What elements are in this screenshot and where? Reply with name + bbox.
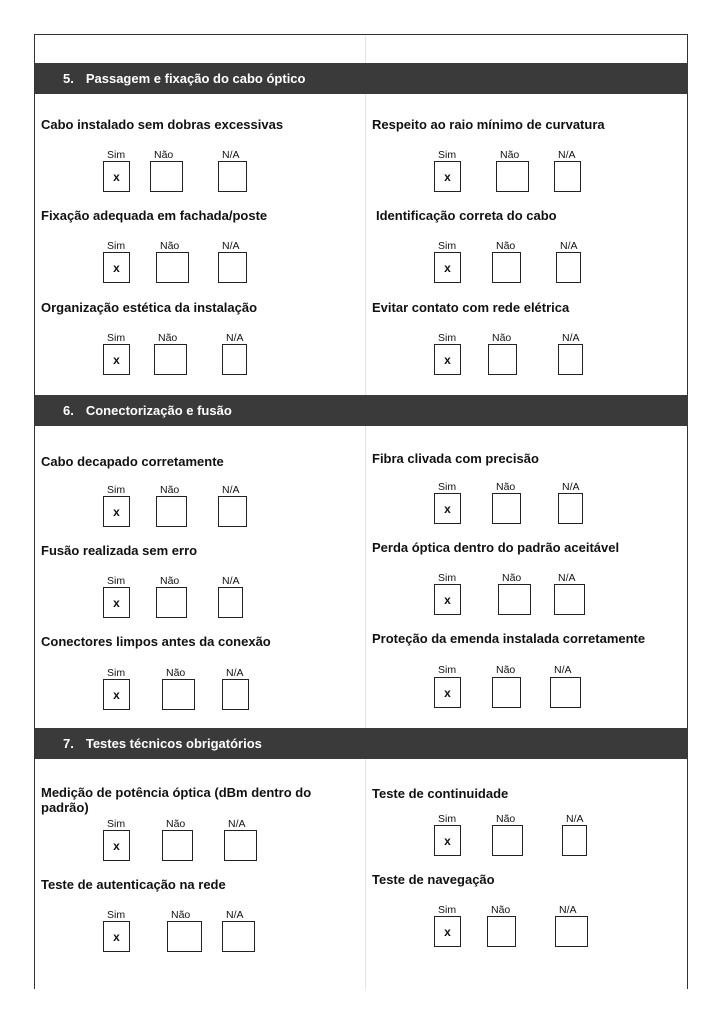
question-label: Evitar contato com rede elétrica — [372, 300, 570, 315]
checkbox-nao[interactable] — [488, 344, 517, 375]
option-label-sim: Sim — [107, 332, 126, 344]
question-label: Fixação adequada em fachada/poste — [41, 208, 268, 223]
checkbox-sim-checked[interactable]: x — [434, 584, 461, 615]
checkbox-na[interactable] — [218, 496, 247, 527]
option-label-nao: Não — [171, 909, 191, 921]
question-label: Teste de autenticação na rede — [41, 877, 226, 892]
section-header-7 — [35, 728, 688, 759]
section-number: 7. — [63, 736, 74, 751]
section-number: 6. — [63, 403, 74, 418]
option-label-na: N/A — [558, 572, 576, 584]
option-label-sim: Sim — [438, 572, 457, 584]
option-label-nao: Não — [158, 332, 178, 344]
option-label-na: N/A — [566, 813, 584, 825]
option-label-nao: Não — [492, 332, 512, 344]
option-label-nao: Não — [166, 818, 186, 830]
checkbox-na[interactable] — [554, 584, 585, 615]
checkbox-nao[interactable] — [156, 587, 187, 618]
option-label-nao: Não — [160, 575, 180, 587]
option-label-sim: Sim — [438, 904, 457, 916]
option-label-na: N/A — [558, 149, 576, 161]
question-label: Identificação correta do cabo — [376, 208, 557, 223]
option-label-na: N/A — [222, 240, 240, 252]
option-label-na: N/A — [228, 818, 246, 830]
checkbox-nao[interactable] — [492, 493, 521, 524]
option-label-sim: Sim — [107, 818, 126, 830]
option-label-sim: Sim — [438, 813, 457, 825]
checkbox-na[interactable] — [222, 921, 255, 952]
checkbox-sim-checked[interactable]: x — [103, 252, 130, 283]
checkbox-nao[interactable] — [162, 830, 193, 861]
checkbox-sim-checked[interactable]: x — [434, 825, 461, 856]
checkbox-nao[interactable] — [492, 677, 521, 708]
option-label-nao: Não — [500, 149, 520, 161]
column-divider — [365, 36, 366, 989]
checkbox-na[interactable] — [218, 252, 247, 283]
option-label-nao: Não — [496, 481, 516, 493]
option-label-nao: Não — [154, 149, 174, 161]
option-label-nao: Não — [166, 667, 186, 679]
question-label: Fusão realizada sem erro — [41, 543, 198, 558]
option-label-sim: Sim — [438, 149, 457, 161]
option-label-nao: Não — [496, 813, 516, 825]
option-label-nao: Não — [496, 664, 516, 676]
checkbox-sim-checked[interactable]: x — [103, 344, 130, 375]
question-label: Organização estética da instalação — [41, 300, 258, 315]
option-label-sim: Sim — [107, 575, 126, 587]
checkbox-nao[interactable] — [162, 679, 195, 710]
option-label-nao: Não — [491, 904, 511, 916]
option-label-nao: Não — [160, 240, 180, 252]
section-title: Testes técnicos obrigatórios — [85, 736, 262, 751]
question-label: Conectores limpos antes da conexão — [41, 634, 271, 649]
checkbox-na[interactable] — [562, 825, 587, 856]
option-label-na: N/A — [562, 481, 580, 493]
section-title: Passagem e fixação do cabo óptico — [85, 71, 306, 86]
checkbox-nao[interactable] — [487, 916, 516, 947]
option-label-na: N/A — [560, 240, 578, 252]
checkbox-sim-checked[interactable]: x — [434, 252, 461, 283]
option-label-nao: Não — [160, 484, 180, 496]
question-label: Cabo instalado sem dobras excessivas — [41, 117, 284, 132]
option-label-nao: Não — [496, 240, 516, 252]
checkbox-sim-checked[interactable]: x — [103, 161, 130, 192]
checkbox-na[interactable] — [224, 830, 257, 861]
option-label-na: N/A — [222, 484, 240, 496]
checkbox-nao[interactable] — [492, 825, 523, 856]
question-label: Medição de potência óptica (dBm dentro do padrão) — [41, 785, 312, 815]
question-label: Fibra clivada com precisão — [372, 451, 539, 466]
option-label-na: N/A — [222, 149, 240, 161]
option-label-na: N/A — [562, 332, 580, 344]
checkbox-nao[interactable] — [498, 584, 531, 615]
option-label-sim: Sim — [107, 484, 126, 496]
checkbox-sim-checked[interactable]: x — [434, 344, 461, 375]
question-label: Teste de navegação — [372, 872, 495, 887]
option-label-nao: Não — [502, 572, 522, 584]
checkbox-na[interactable] — [222, 679, 249, 710]
question-label: Teste de continuidade — [372, 786, 509, 801]
checkbox-na[interactable] — [558, 493, 583, 524]
checkbox-sim-checked[interactable]: x — [103, 496, 130, 527]
option-label-sim: Sim — [438, 664, 457, 676]
checkbox-nao[interactable] — [492, 252, 521, 283]
checkbox-nao[interactable] — [496, 161, 529, 192]
checkbox-na[interactable] — [558, 344, 583, 375]
checkbox-sim-checked[interactable]: x — [103, 921, 130, 952]
option-label-na: N/A — [554, 664, 572, 676]
option-label-sim: Sim — [107, 909, 126, 921]
checkbox-nao[interactable] — [154, 344, 187, 375]
checkbox-na[interactable] — [218, 161, 247, 192]
checkbox-sim-checked[interactable]: x — [103, 679, 130, 710]
checkbox-na[interactable] — [222, 344, 247, 375]
checkbox-sim-checked[interactable]: x — [103, 830, 130, 861]
section-number: 5. — [63, 71, 74, 86]
checkbox-na[interactable] — [555, 916, 588, 947]
form-frame — [34, 34, 688, 989]
checkbox-nao[interactable] — [156, 252, 189, 283]
checkbox-sim-checked[interactable]: x — [434, 677, 461, 708]
question-label: Respeito ao raio mínimo de curvatura — [372, 117, 605, 132]
checkbox-na[interactable] — [556, 252, 581, 283]
option-label-na: N/A — [559, 904, 577, 916]
checkbox-sim-checked[interactable]: x — [434, 161, 461, 192]
section-header-6 — [35, 395, 688, 426]
option-label-sim: Sim — [107, 149, 126, 161]
section-header-5 — [35, 63, 688, 94]
question-label: Proteção da emenda instalada corretamente — [372, 631, 646, 646]
checkbox-sim-checked[interactable]: x — [103, 587, 130, 618]
checkbox-nao[interactable] — [150, 161, 183, 192]
checkbox-na[interactable] — [554, 161, 581, 192]
option-label-sim: Sim — [107, 667, 126, 679]
option-label-sim: Sim — [438, 481, 457, 493]
option-label-sim: Sim — [438, 332, 457, 344]
checkbox-sim-checked[interactable]: x — [434, 916, 461, 947]
option-label-na: N/A — [226, 667, 244, 679]
checkbox-nao[interactable] — [156, 496, 187, 527]
option-label-na: N/A — [226, 909, 244, 921]
checkbox-sim-checked[interactable]: x — [434, 493, 461, 524]
section-title: Conectorização e fusão — [85, 403, 232, 418]
option-label-sim: Sim — [438, 240, 457, 252]
question-label: Perda óptica dentro do padrão aceitável — [372, 540, 620, 555]
option-label-sim: Sim — [107, 240, 126, 252]
checkbox-nao[interactable] — [167, 921, 202, 952]
option-label-na: N/A — [222, 575, 240, 587]
checkbox-na[interactable] — [218, 587, 243, 618]
question-label: Cabo decapado corretamente — [41, 454, 224, 469]
checkbox-na[interactable] — [550, 677, 581, 708]
option-label-na: N/A — [226, 332, 244, 344]
